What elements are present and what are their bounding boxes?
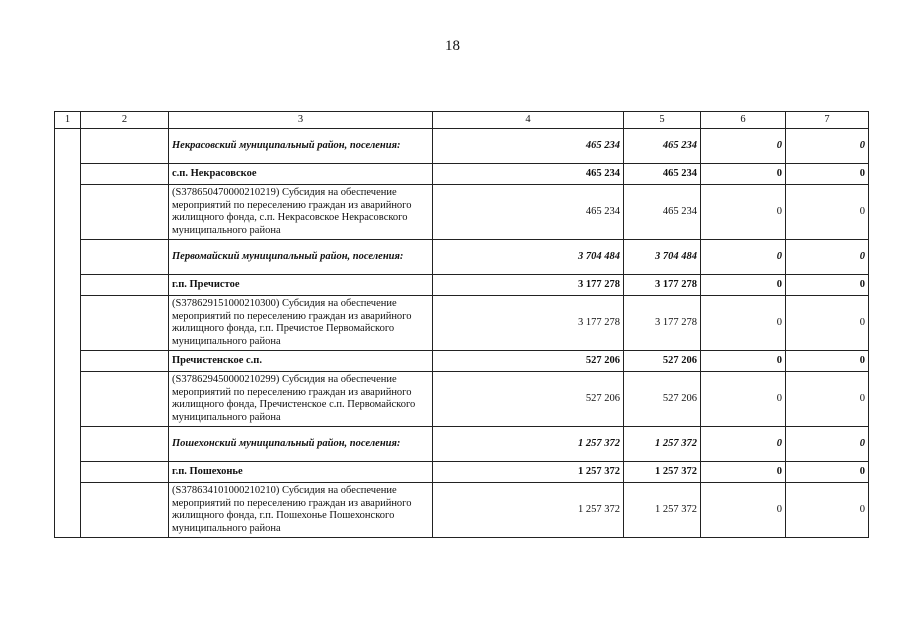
table-row (55, 164, 869, 185)
column-2-cell (81, 351, 169, 372)
column-header-1: 1 (55, 112, 81, 129)
column-2-cell (81, 296, 169, 351)
value-col7: 0 (786, 483, 869, 538)
table-row (55, 462, 869, 483)
value-col4: 527 206 (433, 351, 624, 372)
row-description: г.п. Пречистое (169, 275, 433, 296)
value-col4: 1 257 372 (433, 427, 624, 462)
row-description: (S378629450000210299) Субсидия на обеспечение мероприятий по переселению граждан из аварийного жилищного фонда, Пречистенское с.п. Первомайского муниципального района (169, 372, 433, 427)
value-col5: 1 257 372 (624, 427, 701, 462)
row-description: (S378650470000210219) Субсидия на обеспечение мероприятий по переселению граждан из аварийного жилищного фонда, с.п. Некрасовское Некрасовского муниципального района (169, 185, 433, 240)
value-col6: 0 (701, 164, 786, 185)
column-header-3: 3 (169, 112, 433, 129)
value-col5: 465 234 (624, 164, 701, 185)
value-col5: 465 234 (624, 185, 701, 240)
column-header-7: 7 (786, 112, 869, 129)
value-col5: 1 257 372 (624, 462, 701, 483)
column-2-cell (81, 483, 169, 538)
value-col4: 527 206 (433, 372, 624, 427)
table-header (55, 112, 869, 129)
value-col7: 0 (786, 240, 869, 275)
column-2-cell (81, 240, 169, 275)
column-2-cell (81, 462, 169, 483)
row-description: (S378634101000210210) Субсидия на обеспечение мероприятий по переселению граждан из аварийного жилищного фонда, г.п. Пошехонье Пошехонского муниципального района (169, 483, 433, 538)
column-2-cell (81, 275, 169, 296)
value-col7: 0 (786, 164, 869, 185)
value-col6: 0 (701, 462, 786, 483)
header-row (55, 112, 869, 129)
row-description: г.п. Пошехонье (169, 462, 433, 483)
column-header-4: 4 (433, 112, 624, 129)
table-row (55, 240, 869, 275)
column-header-6: 6 (701, 112, 786, 129)
column-1-cell (55, 129, 81, 538)
value-col7: 0 (786, 129, 869, 164)
value-col5: 3 177 278 (624, 275, 701, 296)
value-col5: 1 257 372 (624, 483, 701, 538)
value-col6: 0 (701, 185, 786, 240)
value-col5: 527 206 (624, 351, 701, 372)
table-row (55, 483, 869, 538)
column-2-cell (81, 372, 169, 427)
budget-table (54, 111, 869, 538)
value-col4: 465 234 (433, 185, 624, 240)
table-body (55, 129, 869, 538)
value-col4: 3 177 278 (433, 296, 624, 351)
value-col5: 3 177 278 (624, 296, 701, 351)
row-description: Пошехонский муниципальный район, поселения: (169, 427, 433, 462)
table-row (55, 351, 869, 372)
value-col7: 0 (786, 427, 869, 462)
column-header-5: 5 (624, 112, 701, 129)
value-col6: 0 (701, 483, 786, 538)
column-2-cell (81, 185, 169, 240)
value-col4: 465 234 (433, 164, 624, 185)
value-col7: 0 (786, 372, 869, 427)
value-col4: 1 257 372 (433, 483, 624, 538)
column-2-cell (81, 129, 169, 164)
value-col4: 3 177 278 (433, 275, 624, 296)
value-col4: 1 257 372 (433, 462, 624, 483)
value-col6: 0 (701, 275, 786, 296)
value-col7: 0 (786, 275, 869, 296)
row-description: с.п. Некрасовское (169, 164, 433, 185)
row-description: Пречистенское с.п. (169, 351, 433, 372)
value-col6: 0 (701, 296, 786, 351)
value-col6: 0 (701, 240, 786, 275)
table-row (55, 372, 869, 427)
page-number: 18 (445, 38, 460, 54)
column-2-cell (81, 427, 169, 462)
column-2-cell (81, 164, 169, 185)
value-col5: 465 234 (624, 129, 701, 164)
table-row (55, 129, 869, 164)
table-row (55, 185, 869, 240)
value-col6: 0 (701, 351, 786, 372)
value-col7: 0 (786, 351, 869, 372)
row-description: Некрасовский муниципальный район, поселения: (169, 129, 433, 164)
table-row (55, 275, 869, 296)
table-row (55, 427, 869, 462)
value-col6: 0 (701, 427, 786, 462)
value-col7: 0 (786, 185, 869, 240)
value-col7: 0 (786, 296, 869, 351)
value-col5: 3 704 484 (624, 240, 701, 275)
value-col5: 527 206 (624, 372, 701, 427)
row-description: (S378629151000210300) Субсидия на обеспечение мероприятий по переселению граждан из аварийного жилищного фонда, г.п. Пречистое Первомайского муниципального района (169, 296, 433, 351)
column-header-2: 2 (81, 112, 169, 129)
value-col6: 0 (701, 372, 786, 427)
table-row (55, 296, 869, 351)
value-col7: 0 (786, 462, 869, 483)
value-col4: 465 234 (433, 129, 624, 164)
row-description: Первомайский муниципальный район, поселения: (169, 240, 433, 275)
value-col4: 3 704 484 (433, 240, 624, 275)
value-col6: 0 (701, 129, 786, 164)
